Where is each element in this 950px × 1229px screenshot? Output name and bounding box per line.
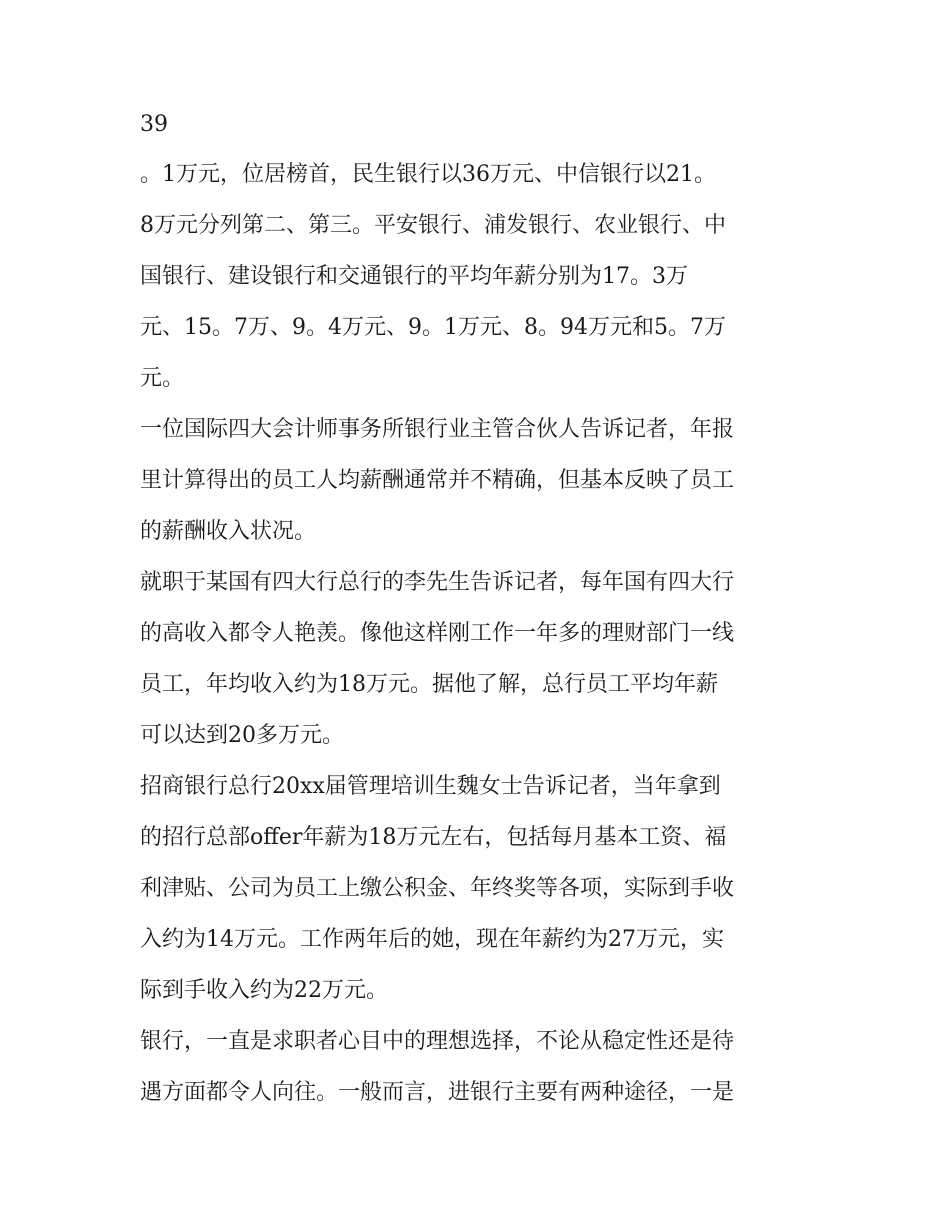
text-line: 可以达到20多万元。 bbox=[140, 723, 344, 748]
text-line: 元。 bbox=[140, 366, 185, 391]
text-line: 银行，一直是求职者心目中的理想选择，不论从稳定性还是待 bbox=[140, 1029, 735, 1054]
text-line: 8万元分列第二、第三。平安银行、浦发银行、农业银行、中 bbox=[140, 213, 726, 238]
text-line: 一位国际四大会计师事务所银行业主管合伙人告诉记者，年报 bbox=[140, 417, 735, 442]
text-line: 利津贴、公司为员工上缴公积金、年终奖等各项，实际到手收 bbox=[140, 876, 735, 901]
text-line: 的招行总部offer年薪为18万元左右，包括每月基本工资、福 bbox=[140, 825, 727, 850]
text-line: 国银行、建设银行和交通银行的平均年薪分别为17。3万 bbox=[140, 264, 688, 289]
text-line: 遇方面都令人向往。一般而言，进银行主要有两种途径，一是 bbox=[140, 1080, 735, 1105]
text-line: 就职于某国有四大行总行的李先生告诉记者，每年国有四大行 bbox=[140, 570, 735, 595]
text-line: 的高收入都令人艳羡。像他这样刚工作一年多的理财部门一线 bbox=[140, 621, 735, 646]
text-line: 元、15。7万、9。4万元、9。1万元、8。94万元和5。7万 bbox=[140, 315, 726, 340]
text-line: 里计算得出的员工人均薪酬通常并不精确，但基本反映了员工 bbox=[140, 468, 735, 493]
text-line: 招商银行总行20xx届管理培训生魏女士告诉记者，当年拿到 bbox=[140, 774, 721, 799]
text-line: 的薪酬收入状况。 bbox=[140, 519, 317, 544]
page-number: 39 bbox=[140, 112, 168, 137]
text-line: 员工，年均收入约为18万元。据他了解，总行员工平均年薪 bbox=[140, 672, 718, 697]
text-line: 。1万元，位居榜首，民生银行以36万元、中信银行以21。 bbox=[140, 162, 716, 187]
body-text bbox=[140, 160, 820, 1129]
text-line: 际到手收入约为22万元。 bbox=[140, 978, 388, 1003]
text-line: 入约为14万元。工作两年后的她，现在年薪约为27万元，实 bbox=[140, 927, 724, 952]
